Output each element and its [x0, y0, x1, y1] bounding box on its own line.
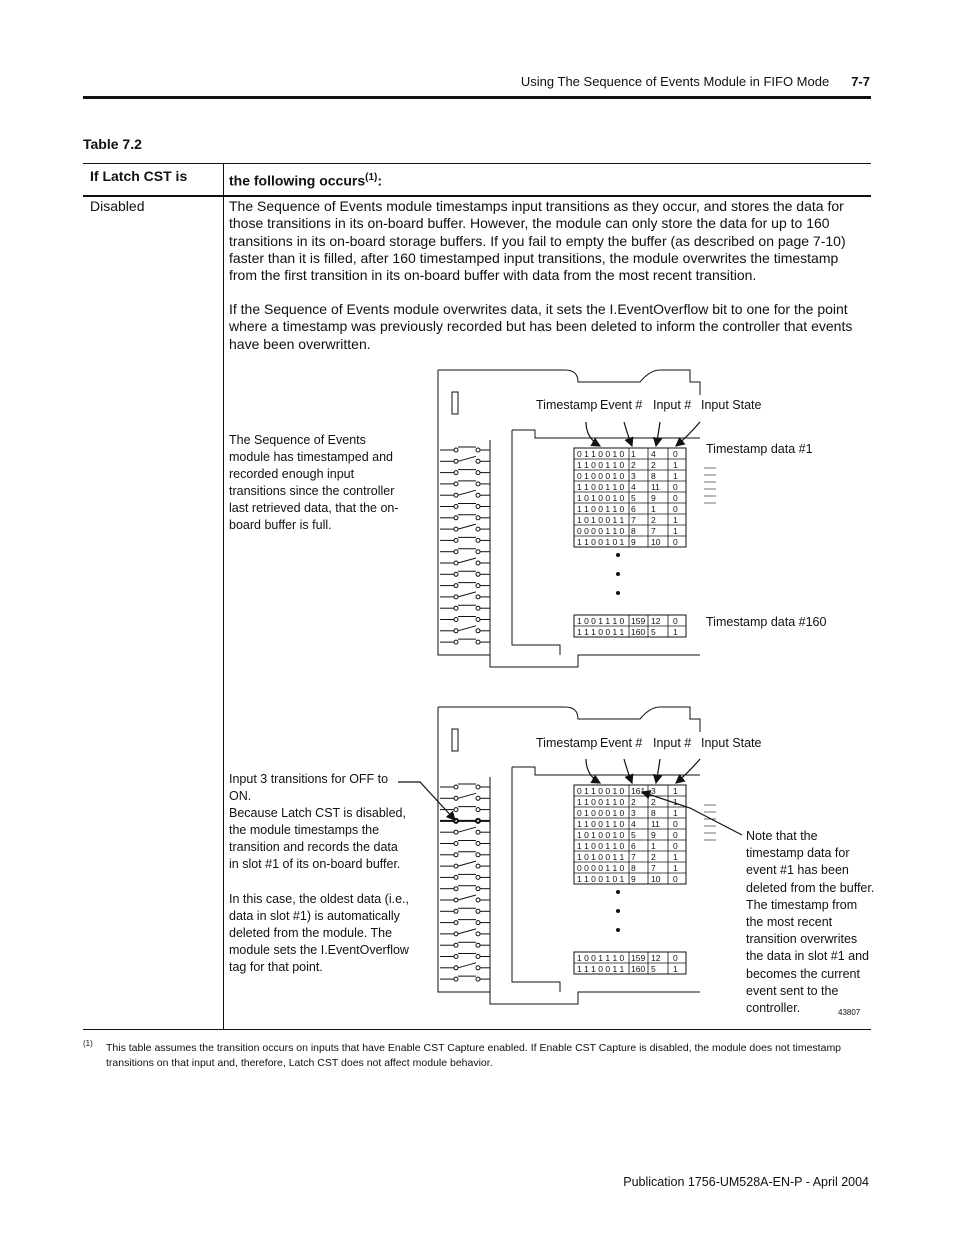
- buffer-timestamp: 1 0 1 0 0 1 0: [577, 830, 625, 840]
- buffer-state: 1: [673, 797, 678, 807]
- footnote-mark: (1): [83, 1039, 93, 1048]
- buffer-timestamp: 1 1 0 0 1 1 0: [577, 841, 625, 851]
- buffer-input: 7: [651, 526, 656, 536]
- terminal-contact: [454, 830, 458, 834]
- switch-open: [458, 456, 476, 461]
- buffer-input: 1: [651, 504, 656, 514]
- buffer-input: 5: [651, 627, 656, 637]
- buffer-input: 10: [651, 537, 661, 547]
- row-label-disabled: Disabled: [90, 198, 145, 214]
- buffer-event: 4: [631, 819, 636, 829]
- buffer-timestamp: 1 1 0 0 1 1 0: [577, 819, 625, 829]
- terminal-contact: [454, 853, 458, 857]
- buffer-input: 1: [651, 841, 656, 851]
- buffer-event: 7: [631, 852, 636, 862]
- buffer-timestamp: 0 1 0 0 0 1 0: [577, 471, 625, 481]
- buffer-event: 159: [631, 953, 646, 963]
- terminal-contact: [454, 493, 458, 497]
- terminal-contact: [454, 459, 458, 463]
- buffer-state: 0: [673, 493, 678, 503]
- buffer-timestamp: 1 0 0 1 1 1 0: [577, 953, 625, 963]
- terminal-contact: [454, 966, 458, 970]
- terminal-contact: [454, 842, 458, 846]
- arrow-input-state: [676, 422, 700, 446]
- paragraph-1: The Sequence of Events module timestamps input transitions as they occur, and stores the data for those transitions in its on-board buffer. However, the module can only store the data for up to 160 transitions in its on-board storage buffers. If you fail to empty the buffer (as described on page 7-10) faster than it is filled, after 160 timestamped input transitions, the module overwrites the timestamp from the first transition in its on-board buffer with data from the most recent transition.: [229, 198, 846, 284]
- terminal-contact: [476, 842, 480, 846]
- arrow-event: [624, 759, 632, 783]
- terminal-contact: [476, 482, 480, 486]
- buffer-event: 5: [631, 493, 636, 503]
- buffer-event: 8: [631, 526, 636, 536]
- buffer-input: 8: [651, 808, 656, 818]
- buffer-timestamp: 1 0 1 0 0 1 1: [577, 852, 625, 862]
- buffer-input: 5: [651, 964, 656, 974]
- figure1-drawing: [438, 370, 716, 667]
- latch-slot: [452, 729, 458, 751]
- terminal-contact: [476, 572, 480, 576]
- terminal-contact: [476, 785, 480, 789]
- terminal-contact: [476, 830, 480, 834]
- terminal-contact: [454, 572, 458, 576]
- terminal-contact: [454, 561, 458, 565]
- buffer-state: 0: [673, 482, 678, 492]
- figure2-label-event: Event #: [600, 736, 643, 750]
- publication-footer: Publication 1756-UM528A-EN-P - April 2004: [623, 1175, 869, 1189]
- arrow-input3-transition: [398, 782, 455, 820]
- switch-open: [458, 895, 476, 900]
- terminal-contact: [476, 955, 480, 959]
- buffer-input: 10: [651, 874, 661, 884]
- arrow-input: [656, 759, 660, 783]
- terminal-contact: [476, 606, 480, 610]
- arrow-event: [624, 422, 632, 446]
- buffer-state: 1: [673, 627, 678, 637]
- figure2-label-input: Input #: [653, 736, 692, 750]
- running-title: Using The Sequence of Events Module in FIFO Mode: [520, 74, 830, 89]
- figure2-description-2: Because Latch CST is disabled, the module timestamps the transition and records the data in slot #1 of its on-board buffer.: [229, 806, 406, 871]
- buffer-state: 1: [673, 808, 678, 818]
- terminal-contact: [476, 538, 480, 542]
- ellipsis-dot: [616, 909, 620, 913]
- buffer-timestamp: 0 0 0 0 1 1 0: [577, 863, 625, 873]
- terminal-contact: [454, 875, 458, 879]
- buffer-state: 1: [673, 471, 678, 481]
- latch-slot: [452, 392, 458, 414]
- buffer-event: 2: [631, 797, 636, 807]
- terminal-contact: [476, 595, 480, 599]
- terminal-contact: [454, 640, 458, 644]
- terminal-contact: [454, 955, 458, 959]
- ellipsis-dot: [616, 928, 620, 932]
- buffer-state: 0: [673, 449, 678, 459]
- buffer-input: 2: [651, 852, 656, 862]
- buffer-input: 12: [651, 953, 661, 963]
- module-housing-top: [438, 707, 700, 732]
- buffer-input: 2: [651, 797, 656, 807]
- buffer-timestamp: 1 1 0 0 1 1 0: [577, 504, 625, 514]
- figure1-label-data-160: Timestamp data #160: [706, 615, 827, 629]
- terminal-contact: [454, 921, 458, 925]
- figure1-label-timestamp: Timestamp: [536, 398, 598, 412]
- column-header-latch-cst: If Latch CST is: [90, 168, 188, 184]
- buffer-timestamp: 1 0 0 1 1 1 0: [577, 616, 625, 626]
- buffer-state: 1: [673, 460, 678, 470]
- figure2-label-input-state: Input State: [701, 736, 762, 750]
- switch-open: [458, 827, 476, 832]
- terminal-contact: [476, 932, 480, 936]
- terminal-contact: [454, 471, 458, 475]
- buffer-event: 160: [631, 627, 646, 637]
- buffer-timestamp: 0 1 1 0 0 1 0: [577, 786, 625, 796]
- buffer-event: 6: [631, 841, 636, 851]
- paragraph-2: If the Sequence of Events module overwrites data, it sets the I.EventOverflow bit to one for the point where a timestamp was previously recorded but has been deleted to inform the controller that events have been overwritten.: [229, 301, 853, 352]
- buffer-event: 8: [631, 863, 636, 873]
- buffer-input: 9: [651, 493, 656, 503]
- terminal-contact: [454, 527, 458, 531]
- buffer-state: 0: [673, 841, 678, 851]
- buffer-timestamp: 1 1 1 0 0 1 1: [577, 627, 625, 637]
- buffer-event: 3: [631, 808, 636, 818]
- figure2-description-3: In this case, the oldest data (i.e., data in slot #1) is automatically deleted from the module. The module sets the I.EventOverflow tag for that point.: [229, 892, 409, 974]
- figure2-label-timestamp: Timestamp: [536, 736, 598, 750]
- terminal-contact: [476, 448, 480, 452]
- buffer-timestamp: 0 1 1 0 0 1 0: [577, 449, 625, 459]
- terminal-contact: [476, 977, 480, 981]
- buffer-event: 5: [631, 830, 636, 840]
- figure2-drawing: [398, 707, 742, 1004]
- buffer-state: 0: [673, 616, 678, 626]
- switch-open: [458, 490, 476, 495]
- terminal-contact: [454, 898, 458, 902]
- terminal-contact: [476, 640, 480, 644]
- terminal-contact: [454, 785, 458, 789]
- terminal-contact: [454, 550, 458, 554]
- buffer-state: 0: [673, 953, 678, 963]
- terminal-contact: [476, 853, 480, 857]
- ellipsis-dot: [616, 572, 620, 576]
- buffer-event: 159: [631, 616, 646, 626]
- terminal-contact: [454, 584, 458, 588]
- buffer-state: 1: [673, 526, 678, 536]
- buffer-timestamp: 0 0 0 0 1 1 0: [577, 526, 625, 536]
- switch-open: [458, 963, 476, 968]
- figure2-note: Note that the timestamp data for event #1 has been deleted from the buffer. The timestamp from the most recent transition overwrites the data in slot #1 and becomes the current event sent to the controller.: [746, 829, 875, 1016]
- figure1-label-data-1: Timestamp data #1: [706, 442, 813, 456]
- terminal-contact: [454, 618, 458, 622]
- terminal-contact: [476, 618, 480, 622]
- buffer-timestamp: 1 1 0 0 1 1 0: [577, 460, 625, 470]
- terminal-contact: [476, 898, 480, 902]
- buffer-event: 4: [631, 482, 636, 492]
- buffer-input: 12: [651, 616, 661, 626]
- terminal-contact: [476, 808, 480, 812]
- terminal-contact: [476, 819, 480, 823]
- buffer-input: 8: [651, 471, 656, 481]
- terminal-contact: [476, 527, 480, 531]
- switch-open: [458, 793, 476, 798]
- terminal-contact: [476, 875, 480, 879]
- buffer-input: 2: [651, 460, 656, 470]
- buffer-timestamp: 1 1 1 0 0 1 1: [577, 964, 625, 974]
- buffer-input: 4: [651, 449, 656, 459]
- terminal-contact: [476, 943, 480, 947]
- terminal-contact: [454, 796, 458, 800]
- ellipsis-dot: [616, 591, 620, 595]
- buffer-event: 1: [631, 449, 636, 459]
- switch-open: [458, 592, 476, 597]
- buffer-input: 3: [651, 786, 656, 796]
- buffer-timestamp: 1 0 1 0 0 1 0: [577, 493, 625, 503]
- terminal-contact: [454, 808, 458, 812]
- terminal-contact: [476, 516, 480, 520]
- buffer-state: 0: [673, 830, 678, 840]
- terminal-contact: [476, 584, 480, 588]
- column-header-text: the following occurs: [229, 172, 366, 189]
- arrow-input: [656, 422, 660, 446]
- terminal-contact: [454, 505, 458, 509]
- switch-open: [458, 861, 476, 866]
- terminal-contact: [454, 932, 458, 936]
- buffer-event: 161: [631, 786, 646, 796]
- buffer-event: 9: [631, 874, 636, 884]
- terminal-contact: [454, 943, 458, 947]
- terminal-contact: [476, 864, 480, 868]
- buffer-timestamp: 1 1 0 0 1 1 0: [577, 797, 625, 807]
- buffer-state: 1: [673, 786, 678, 796]
- buffer-input: 11: [651, 482, 660, 492]
- figure2-description-1: Input 3 transitions for OFF to ON.: [229, 772, 389, 803]
- ellipsis-dot: [616, 890, 620, 894]
- figure-number: 43807: [838, 1008, 861, 1017]
- terminal-contact: [454, 629, 458, 633]
- page-number: 7-7: [851, 74, 870, 89]
- terminal-contact: [476, 629, 480, 633]
- footnote-text: This table assumes the transition occurs on inputs that have Enable CST Capture enabled. If Enable CST Capture is disabled, the module does not timestamp transitions on that input and, therefore, Latch CST does not affect module behavior.: [106, 1042, 842, 1069]
- terminal-contact: [454, 606, 458, 610]
- buffer-event: 160: [631, 964, 646, 974]
- arrow-timestamp: [586, 422, 600, 446]
- buffer-state: 1: [673, 852, 678, 862]
- buffer-timestamp: 0 1 0 0 0 1 0: [577, 808, 625, 818]
- buffer-event: 7: [631, 515, 636, 525]
- figure1-label-input-state: Input State: [701, 398, 762, 412]
- switch-open: [458, 626, 476, 631]
- buffer-state: 0: [673, 537, 678, 547]
- buffer-timestamp: 1 1 0 0 1 1 0: [577, 482, 625, 492]
- buffer-state: 1: [673, 515, 678, 525]
- switch-open: [458, 524, 476, 529]
- buffer-state: 0: [673, 819, 678, 829]
- column-header-suffix: :: [377, 172, 383, 189]
- terminal-contact: [454, 909, 458, 913]
- terminal-contact: [454, 977, 458, 981]
- arrow-timestamp: [586, 759, 600, 783]
- terminal-contact: [454, 538, 458, 542]
- buffer-event: 9: [631, 537, 636, 547]
- terminal-contact: [476, 459, 480, 463]
- buffer-state: 0: [673, 504, 678, 514]
- terminal-contact: [454, 448, 458, 452]
- module-housing-top: [438, 370, 700, 395]
- terminal-contact: [454, 595, 458, 599]
- terminal-contact: [476, 887, 480, 891]
- terminal-contact: [476, 909, 480, 913]
- terminal-contact: [476, 471, 480, 475]
- buffer-input: 2: [651, 515, 656, 525]
- terminal-contact: [454, 887, 458, 891]
- terminal-contact: [476, 505, 480, 509]
- terminal-contact: [454, 482, 458, 486]
- buffer-event: 3: [631, 471, 636, 481]
- buffer-state: 1: [673, 964, 678, 974]
- buffer-state: 1: [673, 863, 678, 873]
- switch-open: [458, 929, 476, 934]
- terminal-contact: [476, 921, 480, 925]
- buffer-input: 9: [651, 830, 656, 840]
- terminal-contact: [476, 561, 480, 565]
- buffer-state: 0: [673, 874, 678, 884]
- figure1-description: The Sequence of Events module has timestamped and recorded enough input transitions since the controller last retrieved data, that the on-board buffer is full.: [229, 433, 399, 532]
- terminal-contact: [476, 493, 480, 497]
- terminal-contact: [476, 550, 480, 554]
- table-caption: Table 7.2: [83, 136, 142, 152]
- figure1-label-input: Input #: [653, 398, 692, 412]
- terminal-contact: [454, 516, 458, 520]
- buffer-input: 7: [651, 863, 656, 873]
- terminal-contact: [476, 966, 480, 970]
- figure1-label-event: Event #: [600, 398, 643, 412]
- buffer-timestamp: 1 0 1 0 0 1 1: [577, 515, 625, 525]
- footnote-reference: (1): [365, 172, 378, 183]
- terminal-contact: [454, 864, 458, 868]
- buffer-event: 2: [631, 460, 636, 470]
- terminal-contact: [476, 796, 480, 800]
- buffer-event: 6: [631, 504, 636, 514]
- ellipsis-dot: [616, 553, 620, 557]
- arrow-input-state: [676, 759, 700, 783]
- buffer-timestamp: 1 1 0 0 1 0 1: [577, 537, 625, 547]
- buffer-input: 11: [651, 819, 660, 829]
- buffer-timestamp: 1 1 0 0 1 0 1: [577, 874, 625, 884]
- switch-open: [458, 558, 476, 563]
